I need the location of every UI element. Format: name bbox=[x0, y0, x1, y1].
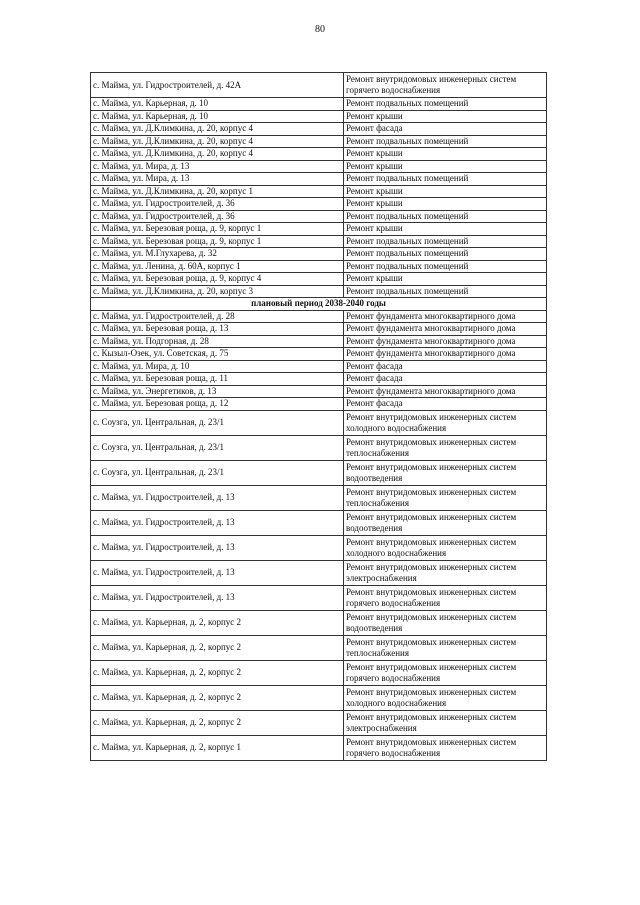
work-type-line: Ремонт внутридомовых инженерных систем bbox=[346, 561, 517, 572]
table-row bbox=[91, 735, 547, 760]
address-cell: с. Майма, ул. Гидростроителей, д. 13 bbox=[91, 585, 344, 610]
work-type-line: Ремонт внутридомовых инженерных систем bbox=[346, 511, 517, 522]
address-cell: с. Майма, ул. Гидростроителей, д. 36 bbox=[91, 210, 344, 223]
table-row bbox=[91, 273, 547, 286]
work-type-line: Ремонт фундамента многоквартирного дома bbox=[346, 310, 516, 321]
table-row bbox=[91, 435, 547, 460]
address-cell: с. Майма, ул. Мира, д. 10 bbox=[91, 360, 344, 373]
table-row bbox=[91, 110, 547, 123]
work-type-cell bbox=[344, 685, 547, 710]
work-type-line: Ремонт крыши bbox=[346, 160, 403, 171]
work-type-line: Ремонт фасада bbox=[346, 398, 403, 409]
work-type-cell bbox=[344, 485, 547, 510]
work-type-line: Ремонт внутридомовых инженерных систем bbox=[346, 411, 517, 422]
address-cell: с. Соузга, ул. Центральная, д. 23/1 bbox=[91, 460, 344, 485]
address-cell: с. Майма, ул. Гидростроителей, д. 13 bbox=[91, 560, 344, 585]
address-cell: с. Майма, ул. Гидростроителей, д. 13 bbox=[91, 535, 344, 560]
work-type-line: Ремонт подвальных помещений bbox=[346, 210, 469, 221]
work-type-line: Ремонт внутридомовых инженерных систем bbox=[346, 686, 517, 697]
table-row bbox=[91, 373, 547, 386]
work-type-line: Ремонт подвальных помещений bbox=[346, 235, 469, 246]
work-type-cell bbox=[344, 98, 547, 111]
work-type-cell bbox=[344, 410, 547, 435]
table-row bbox=[91, 73, 547, 98]
address-cell: с. Майма, ул. Д.Климкина, д. 20, корпус 4 bbox=[91, 135, 344, 148]
table-row bbox=[91, 610, 547, 635]
work-type-cell bbox=[344, 335, 547, 348]
work-type-line: Ремонт фундамента многоквартирного дома bbox=[346, 348, 516, 359]
work-type-cell bbox=[344, 185, 547, 198]
address-cell: с. Майма, ул. Д.Климкина, д. 20, корпус 1 bbox=[91, 185, 344, 198]
work-type-cell bbox=[344, 260, 547, 273]
table-row bbox=[91, 285, 547, 298]
address-cell: с. Майма, ул. Березовая роща, д. 9, корпус 1 bbox=[91, 223, 344, 236]
work-type-line: теплоснабжения bbox=[346, 497, 409, 508]
work-type-line: Ремонт внутридомовых инженерных систем bbox=[346, 636, 517, 647]
table-row bbox=[91, 323, 547, 336]
work-type-cell bbox=[344, 660, 547, 685]
work-type-line: Ремонт фасада bbox=[346, 373, 403, 384]
work-type-cell bbox=[344, 360, 547, 373]
address-cell: с. Майма, ул. Карьерная, д. 2, корпус 2 bbox=[91, 710, 344, 735]
work-type-cell bbox=[344, 310, 547, 323]
work-type-line: Ремонт фундамента многоквартирного дома bbox=[346, 323, 516, 334]
table-row bbox=[91, 510, 547, 535]
address-cell: с. Майма, ул. Д.Климкина, д. 20, корпус 3 bbox=[91, 285, 344, 298]
work-type-cell bbox=[344, 735, 547, 760]
work-type-cell bbox=[344, 248, 547, 261]
work-type-cell bbox=[344, 398, 547, 411]
work-type-line: горячего водоснабжения bbox=[346, 672, 441, 683]
work-type-line: Ремонт подвальных помещений bbox=[346, 260, 469, 271]
table-row bbox=[91, 535, 547, 560]
work-type-cell bbox=[344, 323, 547, 336]
address-cell: с. Майма, ул. Ленина, д. 60А, корпус 1 bbox=[91, 260, 344, 273]
work-type-cell bbox=[344, 560, 547, 585]
work-type-line: холодного водоснабжения bbox=[346, 697, 447, 708]
address-cell: с. Майма, ул. Березовая роща, д. 13 bbox=[91, 323, 344, 336]
table-row bbox=[91, 635, 547, 660]
work-type-cell bbox=[344, 510, 547, 535]
address-cell: с. Соузга, ул. Центральная, д. 23/1 bbox=[91, 410, 344, 435]
work-type-line: Ремонт внутридомовых инженерных систем bbox=[346, 461, 517, 472]
table-row bbox=[91, 210, 547, 223]
work-type-line: Ремонт фасада bbox=[346, 360, 403, 371]
work-type-line: теплоснабжения bbox=[346, 447, 409, 458]
address-cell: с. Майма, ул. Березовая роща, д. 11 bbox=[91, 373, 344, 386]
table-row bbox=[91, 685, 547, 710]
table-row bbox=[91, 398, 547, 411]
repair-schedule-table bbox=[90, 72, 547, 761]
table-row bbox=[91, 185, 547, 198]
work-type-line: Ремонт внутридомовых инженерных систем bbox=[346, 611, 517, 622]
address-cell: с. Майма, ул. Карьерная, д. 10 bbox=[91, 98, 344, 111]
work-type-cell bbox=[344, 223, 547, 236]
work-type-line: горячего водоснабжения bbox=[346, 85, 441, 95]
work-type-cell bbox=[344, 173, 547, 186]
table-row bbox=[91, 360, 547, 373]
work-type-line: Ремонт подвальных помещений bbox=[346, 248, 469, 259]
table-row bbox=[91, 135, 547, 148]
work-type-line: Ремонт крыши bbox=[346, 110, 403, 121]
work-type-line: электроснабжения bbox=[346, 572, 417, 583]
address-cell: с. Соузга, ул. Центральная, д. 23/1 bbox=[91, 435, 344, 460]
work-type-line: Ремонт внутридомовых инженерных систем bbox=[346, 736, 517, 747]
work-type-line: Ремонт внутридомовых инженерных систем bbox=[346, 74, 517, 85]
section-header-group bbox=[91, 298, 547, 311]
work-type-cell bbox=[344, 585, 547, 610]
work-type-line: Ремонт подвальных помещений bbox=[346, 98, 469, 109]
table-row bbox=[91, 485, 547, 510]
work-type-cell bbox=[344, 135, 547, 148]
address-cell: с. Майма, ул. Березовая роща, д. 9, корпус 4 bbox=[91, 273, 344, 286]
work-type-line: Ремонт внутридомовых инженерных систем bbox=[346, 711, 517, 722]
work-type-cell bbox=[344, 535, 547, 560]
work-type-line: Ремонт внутридомовых инженерных систем bbox=[346, 486, 517, 497]
table-row bbox=[91, 123, 547, 136]
address-cell: с. Майма, ул. Гидростроителей, д. 36 bbox=[91, 198, 344, 211]
work-type-cell bbox=[344, 273, 547, 286]
work-type-cell bbox=[344, 460, 547, 485]
table-row bbox=[91, 460, 547, 485]
table-body-top bbox=[91, 73, 547, 298]
work-type-line: Ремонт крыши bbox=[346, 185, 403, 196]
address-cell: с. Майма, ул. Карьерная, д. 2, корпус 2 bbox=[91, 635, 344, 660]
table-row bbox=[91, 98, 547, 111]
work-type-line: Ремонт крыши bbox=[346, 223, 403, 234]
work-type-line: теплоснабжения bbox=[346, 647, 409, 658]
address-cell: с. Майма, ул. Подгорная, д. 28 bbox=[91, 335, 344, 348]
table-row bbox=[91, 248, 547, 261]
address-cell: с. Майма, ул. Березовая роща, д. 9, корпус 1 bbox=[91, 235, 344, 248]
table-row bbox=[91, 585, 547, 610]
work-type-line: Ремонт крыши bbox=[346, 198, 403, 209]
address-cell: с. Майма, ул. Д.Климкина, д. 20, корпус 4 bbox=[91, 123, 344, 136]
work-type-cell bbox=[344, 710, 547, 735]
work-type-line: Ремонт внутридомовых инженерных систем bbox=[346, 536, 517, 547]
address-cell: с. Майма, ул. М.Глухарева, д. 32 bbox=[91, 248, 344, 261]
address-cell: с. Кызыл-Озек, ул. Советская, д. 75 bbox=[91, 348, 344, 361]
address-cell: с. Майма, ул. Гидростроителей, д. 13 bbox=[91, 510, 344, 535]
work-type-line: холодного водоснабжения bbox=[346, 547, 447, 558]
table-body-bottom bbox=[91, 310, 547, 760]
address-cell: с. Майма, ул. Карьерная, д. 2, корпус 2 bbox=[91, 660, 344, 685]
work-type-line: водоотведения bbox=[346, 522, 403, 533]
address-cell: с. Майма, ул. Гидростроителей, д. 13 bbox=[91, 485, 344, 510]
table-row bbox=[91, 710, 547, 735]
work-type-cell bbox=[344, 635, 547, 660]
table-row bbox=[91, 160, 547, 173]
section-heading: плановый период 2038-2040 годы bbox=[91, 298, 547, 311]
work-type-cell bbox=[344, 373, 547, 386]
work-type-line: Ремонт фундамента многоквартирного дома bbox=[346, 385, 516, 396]
work-type-line: Ремонт крыши bbox=[346, 148, 403, 159]
table-row bbox=[91, 223, 547, 236]
work-type-line: Ремонт подвальных помещений bbox=[346, 135, 469, 146]
work-type-cell bbox=[344, 148, 547, 161]
address-cell: с. Майма, ул. Гидростроителей, д. 42А bbox=[91, 73, 344, 98]
work-type-line: Ремонт внутридомовых инженерных систем bbox=[346, 661, 517, 672]
work-type-cell bbox=[344, 110, 547, 123]
address-cell: с. Майма, ул. Карьерная, д. 10 bbox=[91, 110, 344, 123]
work-type-line: водоотведения bbox=[346, 472, 403, 483]
work-type-line: электроснабжения bbox=[346, 722, 417, 733]
work-type-line: водоотведения bbox=[346, 622, 403, 633]
work-type-cell bbox=[344, 198, 547, 211]
work-type-line: Ремонт внутридомовых инженерных систем bbox=[346, 586, 517, 597]
table-row bbox=[91, 335, 547, 348]
address-cell: с. Майма, ул. Д.Климкина, д. 20, корпус 4 bbox=[91, 148, 344, 161]
work-type-cell bbox=[344, 235, 547, 248]
address-cell: с. Майма, ул. Березовая роща, д. 12 bbox=[91, 398, 344, 411]
work-type-line: холодного водоснабжения bbox=[346, 422, 447, 433]
table-row bbox=[91, 198, 547, 211]
table-row bbox=[91, 148, 547, 161]
work-type-line: Ремонт подвальных помещений bbox=[346, 285, 469, 296]
address-cell: с. Майма, ул. Энергетиков, д. 13 bbox=[91, 385, 344, 398]
table-row bbox=[91, 660, 547, 685]
work-type-line: Ремонт внутридомовых инженерных систем bbox=[346, 436, 517, 447]
work-type-cell bbox=[344, 73, 547, 98]
work-type-line: Ремонт фундамента многоквартирного дома bbox=[346, 335, 516, 346]
work-type-cell bbox=[344, 285, 547, 298]
work-type-line: Ремонт подвальных помещений bbox=[346, 173, 469, 184]
work-type-cell bbox=[344, 160, 547, 173]
work-type-line: горячего водоснабжения bbox=[346, 747, 441, 758]
address-cell: с. Майма, ул. Мира, д. 13 bbox=[91, 173, 344, 186]
work-type-cell bbox=[344, 348, 547, 361]
address-cell: с. Майма, ул. Мира, д. 13 bbox=[91, 160, 344, 173]
address-cell: с. Майма, ул. Карьерная, д. 2, корпус 1 bbox=[91, 735, 344, 760]
address-cell: с. Майма, ул. Гидростроителей, д. 28 bbox=[91, 310, 344, 323]
section-heading-row bbox=[91, 298, 547, 311]
work-type-cell bbox=[344, 385, 547, 398]
work-type-cell bbox=[344, 123, 547, 136]
work-type-cell bbox=[344, 610, 547, 635]
work-type-cell bbox=[344, 210, 547, 223]
work-type-line: Ремонт фасада bbox=[346, 123, 403, 134]
work-type-line: горячего водоснабжения bbox=[346, 597, 441, 608]
table-row bbox=[91, 235, 547, 248]
table-row bbox=[91, 348, 547, 361]
work-type-line: Ремонт крыши bbox=[346, 273, 403, 284]
address-cell: с. Майма, ул. Карьерная, д. 2, корпус 2 bbox=[91, 685, 344, 710]
table-row bbox=[91, 385, 547, 398]
table-row bbox=[91, 410, 547, 435]
page-number: 80 bbox=[315, 24, 325, 35]
table-row bbox=[91, 173, 547, 186]
table-row bbox=[91, 560, 547, 585]
address-cell: с. Майма, ул. Карьерная, д. 2, корпус 2 bbox=[91, 610, 344, 635]
work-type-cell bbox=[344, 435, 547, 460]
table-row bbox=[91, 310, 547, 323]
table-row bbox=[91, 260, 547, 273]
